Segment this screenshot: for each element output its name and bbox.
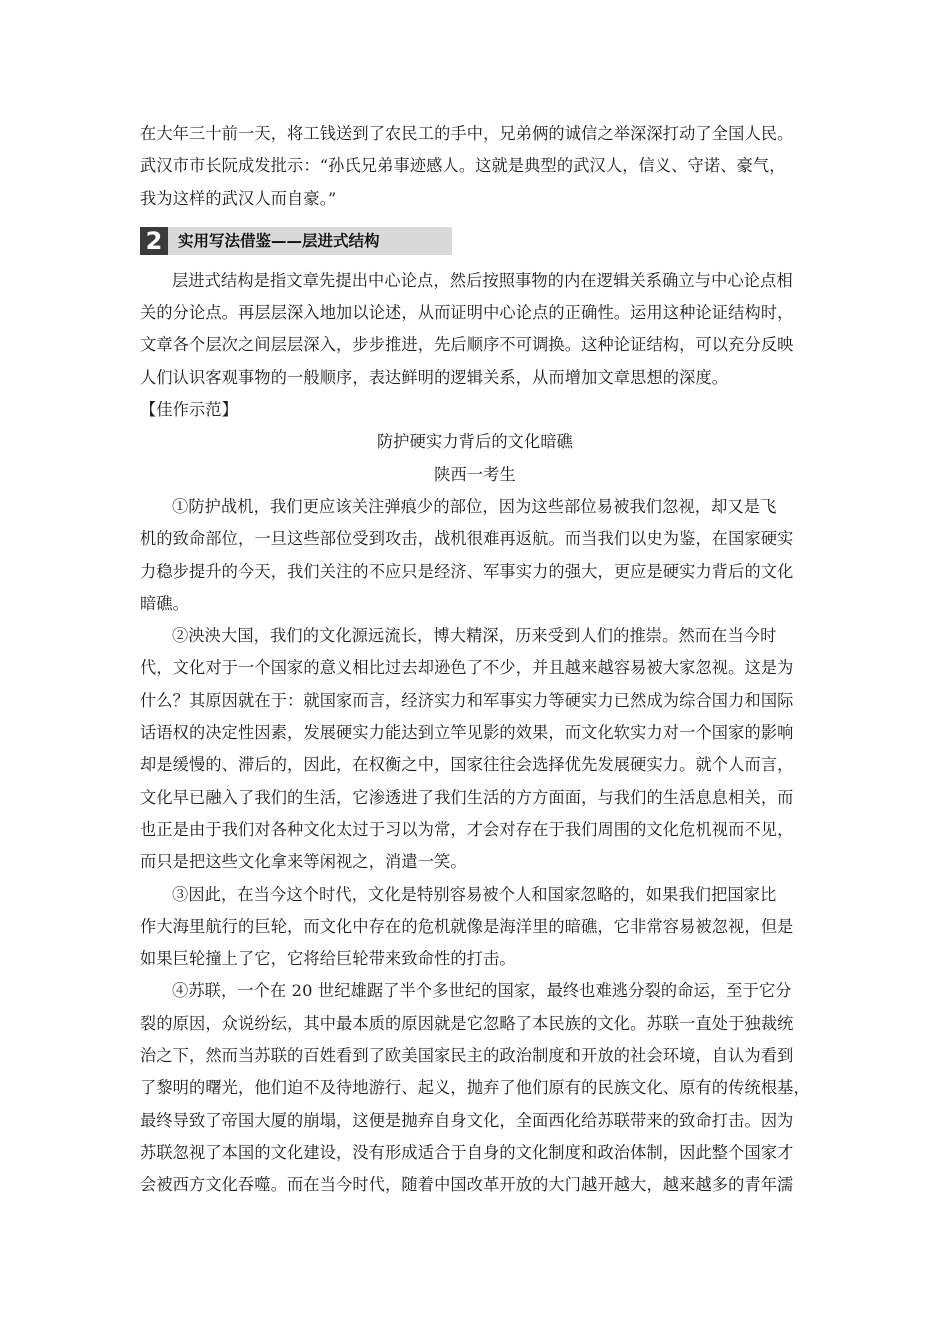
method-line: 层进式结构是指文章先提出中心论点，然后按照事物的内在逻辑关系确立与中心论点相 <box>172 270 793 290</box>
intro-line: 武汉市市长阮成发批示：“孙氏兄弟事迹感人。这就是典型的武汉人，信义、守诺、豪气， <box>140 156 786 176</box>
essay-line: 代，文化对于一个国家的意义相比过去却逊色了不少，并且越来越容易被大家忽视。这是为 <box>140 658 794 678</box>
document-page <box>140 118 810 1202</box>
intro-paragraph <box>140 118 810 215</box>
example-label: 【佳作示范】 <box>140 400 239 420</box>
essay-line: 治之下，然而当苏联的百姓看到了欧美国家民主的政治制度和开放的社会环境，自认为看到 <box>140 1046 794 1066</box>
essay-line: ①防护战机，我们更应该关注弹痕少的部位，因为这些部位易被我们忽视，却又是飞 <box>172 496 777 516</box>
essay-line: 最终导致了帝国大厦的崩塌，这便是抛弃自身文化，全面西化给苏联带来的致命打击。因为 <box>140 1110 794 1130</box>
essay-line: 而只是把这些文化拿来等闲视之，消遣一笑。 <box>140 852 467 872</box>
essay-line: ④苏联，一个在 20 世纪雄踞了半个多世纪的国家，最终也难逃分裂的命运，至于它分 <box>172 981 792 1001</box>
essay-line: 暗礁。 <box>140 593 190 613</box>
method-paragraph <box>140 265 810 394</box>
intro-line: 在大年三十前一天，将工钱送到了农民工的手中，兄弟俩的诚信之举深深打动了全国人民。 <box>140 124 794 143</box>
essay-paragraph-2 <box>140 620 810 878</box>
essay-line: 了黎明的曙光，他们迫不及待地游行、起义，抛弃了他们原有的民族文化、原有的传统根基， <box>140 1078 810 1098</box>
essay-line: ③因此，在当今这个时代，文化是特别容易被个人和国家忽略的，如果我们把国家比 <box>172 884 777 904</box>
essay-line: ②泱泱大国，我们的文化源远流长，博大精深，历来受到人们的推崇。然而在当今时 <box>172 626 777 646</box>
essay-line: 也正是由于我们对各种文化太过于习以为常，才会对存在于我们周围的文化危机视而不见， <box>140 819 794 839</box>
essay-line: 作大海里航行的巨轮，而文化中存在的危机就像是海洋里的暗礁，它非常容易被忽视，但是 <box>140 916 794 936</box>
essay-line: 裂的原因，众说纷纭，其中最本质的原因就是它忽略了本民族的文化。苏联一直处于独裁统 <box>140 1013 794 1033</box>
method-line: 人们认识客观事物的一般顺序，表达鲜明的逻辑关系，从而增加文章思想的深度。 <box>140 367 729 387</box>
essay-line: 话语权的决定性因素，发展硬实力能达到立竿见影的效果，而文化软实力对一个国家的影响 <box>140 723 794 743</box>
essay-paragraph-3 <box>140 879 810 976</box>
essay-line: 却是缓慢的、滞后的，因此，在权衡之中，国家往往会选择优先发展硬实力。就个人而言， <box>140 755 794 775</box>
essay-line: 会被西方文化吞噬。而在当今时代，随着中国改革开放的大门越开越大，越来越多的青年濡 <box>140 1175 794 1195</box>
section-number: 2 <box>140 227 168 255</box>
essay-line: 如果巨轮撞上了它，它将给巨轮带来致命性的打击。 <box>140 949 516 969</box>
essay-paragraph-4 <box>140 975 810 1201</box>
method-line: 文章各个层次之间层层深入，步步推进，先后顺序不可调换。这种论证结构，可以充分反映 <box>140 335 794 355</box>
section-title: 实用写法借鉴——层进式结构 <box>168 227 452 255</box>
intro-line: 我为这样的武汉人而自豪。” <box>140 188 337 208</box>
essay-line: 什么？其原因就在于：就国家而言，经济实力和军事实力等硬实力已然成为综合国力和国际 <box>140 690 794 710</box>
essay-line: 机的致命部位，一旦这些部位受到攻击，战机很难再返航。而当我们以史为鉴，在国家硬实 <box>140 529 794 549</box>
essay-line: 苏联忽视了本国的文化建设，没有形成适合于自身的文化制度和政治体制，因此整个国家才 <box>140 1142 794 1162</box>
essay-line: 力稳步提升的今天，我们关注的不应只是经济、军事实力的强大，更应是硬实力背后的文化 <box>140 561 794 581</box>
essay-author: 陕西一考生 <box>434 464 516 484</box>
section-header <box>140 227 810 255</box>
essay-paragraph-1 <box>140 491 810 620</box>
essay-line: 文化早已融入了我们的生活，它渗透进了我们生活的方方面面，与我们的生活息息相关，而 <box>140 787 794 807</box>
essay-title: 防护硬实力背后的文化暗礁 <box>376 432 574 452</box>
method-line: 关的分论点。再层层深入地加以论述，从而证明中心论点的正确性。运用这种论证结构时， <box>140 303 794 323</box>
